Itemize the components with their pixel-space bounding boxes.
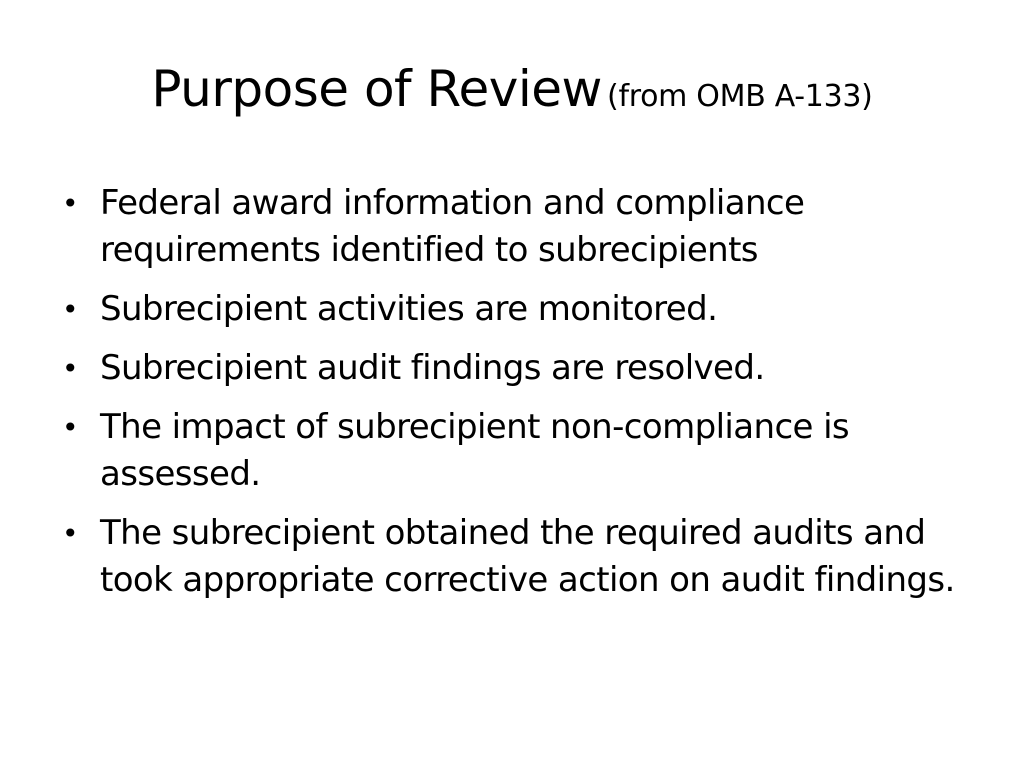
bullet-icon: • [62, 517, 78, 550]
bullet-list [56, 180, 976, 616]
bullet-text: Subrecipient audit findings are resolved. [100, 348, 765, 388]
bullet-item [56, 345, 976, 392]
bullet-text: The subrecipient obtained the required audits and took appropriate corrective action on audit findings. [100, 513, 955, 600]
bullet-icon: • [62, 293, 78, 326]
title-main: Purpose of Review [151, 60, 602, 118]
bullet-icon: • [62, 352, 78, 385]
bullet-text: Federal award information and compliance requirements identified to subrecipients [100, 183, 805, 270]
bullet-item [56, 404, 976, 498]
bullet-text: The impact of subrecipient non-compliance is assessed. [100, 407, 850, 494]
slide-title [0, 60, 1024, 118]
title-subtitle: (from OMB A-133) [607, 79, 873, 114]
bullet-item [56, 510, 976, 604]
bullet-text: Subrecipient activities are monitored. [100, 289, 718, 329]
bullet-icon: • [62, 411, 78, 444]
bullet-item [56, 286, 976, 333]
bullet-icon: • [62, 187, 78, 220]
bullet-item [56, 180, 976, 274]
